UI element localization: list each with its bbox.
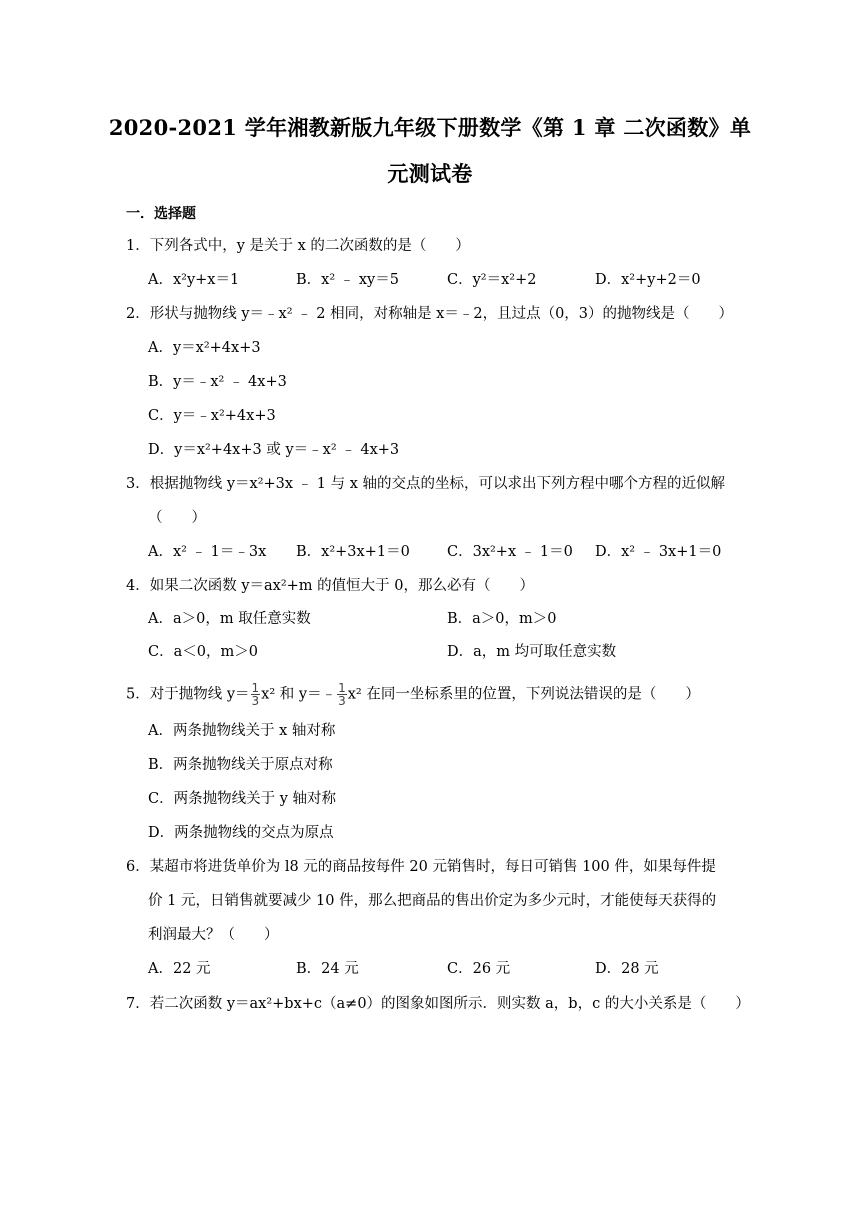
fraction-denominator: 3 (338, 694, 346, 708)
q1-option-d: D．x²+y+2＝0 (595, 272, 701, 288)
q1-option-a: A．x²y+x＝1 (148, 272, 240, 288)
q1-stem: 1．下列各式中，y 是关于 x 的二次函数的是（ ） (126, 238, 470, 254)
q3-stem-line1: 3．根据抛物线 y＝x²+3x ﹣ 1 与 x 轴的交点的坐标，可以求出下列方程中哪个方程的近似解 (126, 476, 726, 492)
q5-option-b: B．两条抛物线关于原点对称 (148, 757, 333, 773)
fraction-numerator: 1 (338, 681, 346, 695)
fraction-numerator: 1 (251, 681, 260, 695)
q6-option-a: A．22 元 (148, 961, 211, 977)
q5-option-c: C．两条抛物线关于 y 轴对称 (148, 791, 337, 807)
q5-stem-part2: x² 和 y＝﹣ (261, 686, 337, 703)
doc-title-line2: 元测试卷 (387, 161, 473, 186)
q4-option-a: A．a＞0，m 取任意实数 (148, 611, 311, 627)
q4-option-c: C．a＜0，m＞0 (148, 644, 258, 660)
q1-option-c: C．y²＝x²+2 (447, 272, 537, 288)
q6-option-c: C．26 元 (447, 961, 511, 977)
doc-title-line1: 2020-2021 学年湘教新版九年级下册数学《第 1 章 二次函数》单 (108, 115, 752, 140)
q2-option-d: D．y＝x²+4x+3 或 y＝﹣x² ﹣ 4x+3 (148, 442, 400, 458)
q3-option-b: B．x²+3x+1＝0 (296, 544, 410, 560)
q6-option-b: B．24 元 (296, 961, 359, 977)
q7-stem: 7．若二次函数 y＝ax²+bx+c（a≠0）的图象如图所示．则实数 a，b，c 的大小关系是（ ） (126, 996, 750, 1012)
q3-stem-line2: （ ） (148, 510, 206, 526)
fraction-one-third (337, 682, 347, 707)
q6-option-d: D．28 元 (595, 961, 659, 977)
q5-stem-part3: x² 在同一坐标系里的位置，下列说法错误的是（ ） (347, 686, 700, 703)
q3-option-a: A．x² ﹣ 1＝﹣3x (148, 544, 267, 560)
fraction-denominator: 3 (251, 694, 260, 708)
q2-option-a: A．y＝x²+4x+3 (148, 340, 261, 356)
q3-option-d: D．x² ﹣ 3x+1＝0 (595, 544, 722, 560)
q4-stem: 4．如果二次函数 y＝ax²+m 的值恒大于 0，那么必有（ ） (126, 578, 535, 594)
q2-stem: 2．形状与抛物线 y＝﹣x² ﹣ 2 相同，对称轴是 x＝﹣2，且过点（0，3）的抛物线是（ ） (126, 306, 734, 322)
q4-option-d: D．a，m 均可取任意实数 (447, 644, 617, 660)
q5-option-a: A．两条抛物线关于 x 轴对称 (148, 723, 336, 739)
q1-option-b: B．x² ﹣ xy＝5 (296, 272, 399, 288)
q6-stem-line2: 价 1 元，日销售就要减少 10 件，那么把商品的售出价定为多少元时，才能使每天获得的 (148, 893, 717, 909)
q2-option-b: B．y＝﹣x² ﹣ 4x+3 (148, 374, 287, 390)
q5-stem-part1: 5．对于抛物线 y＝ (126, 686, 250, 703)
q2-option-c: C．y＝﹣x²+4x+3 (148, 408, 276, 424)
q5-option-d: D．两条抛物线的交点为原点 (148, 825, 334, 841)
q4-option-b: B．a＞0，m＞0 (447, 611, 557, 627)
q6-stem-line3: 利润最大？（ ） (148, 927, 279, 943)
fraction-one-third (251, 682, 261, 707)
q5-stem (126, 682, 700, 707)
q6-stem-line1: 6．某超市将进货单价为 l8 元的商品按每件 20 元销售时，每日可销售 100 件，如果每件提 (126, 859, 716, 875)
q3-option-c: C．3x²+x ﹣ 1＝0 (447, 544, 573, 560)
section-heading: 一．选择题 (126, 206, 196, 222)
